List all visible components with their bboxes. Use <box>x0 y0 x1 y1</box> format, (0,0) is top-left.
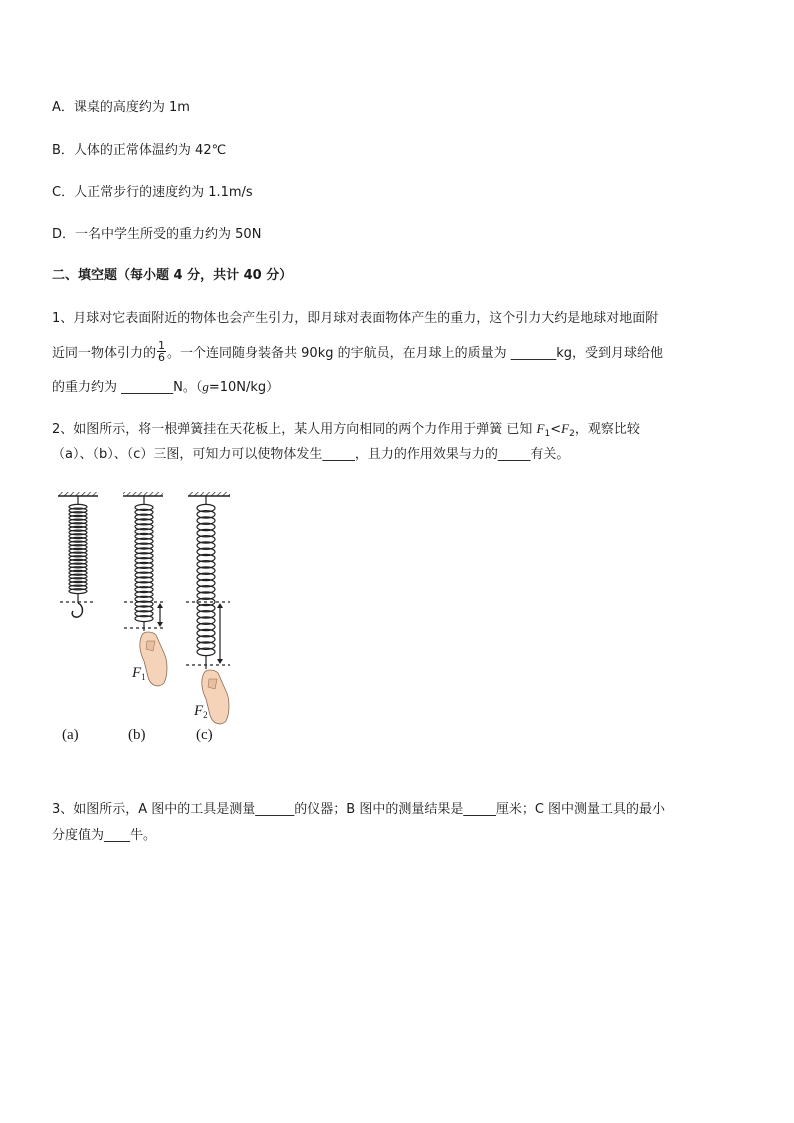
fraction-denominator: 6 <box>158 351 166 364</box>
option-b-text: 人体的正常体温约为 42℃ <box>73 143 227 158</box>
q1-line2-post: 。一个连同随身装备共 90kg 的宇航员，在月球上的质量为 _______kg，受到月球给他 <box>167 346 664 361</box>
option-a-text: 课桌的高度约为 1m <box>73 100 190 115</box>
fraction-numerator: 1 <box>158 339 166 352</box>
spring-c <box>186 492 230 724</box>
option-b <box>52 141 226 161</box>
force1-label <box>132 665 146 682</box>
spring-b <box>123 492 167 686</box>
q3-line1: 3、如图所示，A 图中的工具是测量______的仪器；B 图中的测量结果是_____厘米；C 图中测量工具的最小 <box>52 802 666 817</box>
option-d <box>52 225 261 245</box>
force2-symbol: F <box>194 703 204 719</box>
force-f1: F <box>536 421 545 436</box>
force2-sub: 2 <box>203 710 208 720</box>
q2-line1 <box>52 419 640 444</box>
option-c-text: 人正常步行的速度约为 1.1m/s <box>74 185 253 200</box>
spring-diagram <box>52 485 242 755</box>
q1-line2-pre: 近同一物体引力的 <box>52 346 157 361</box>
force2-label <box>194 703 208 720</box>
option-d-text: 一名中学生所受的重力约为 50N <box>75 227 262 242</box>
force-f1-sub: 1 <box>544 429 551 439</box>
force1-sub: 1 <box>141 672 146 682</box>
label-c: (c) <box>196 727 213 743</box>
gravity-symbol: g <box>202 379 209 394</box>
q1-line3 <box>52 377 279 398</box>
spring-figure <box>52 485 242 755</box>
force1-symbol: F <box>132 665 142 681</box>
q1-line3-post: =10N/kg） <box>208 380 280 395</box>
less-than: < <box>550 422 562 437</box>
section-title: 二、填空题（每小题 4 分，共计 40 分） <box>52 268 293 283</box>
one-sixth-fraction <box>157 340 166 363</box>
option-c <box>52 183 253 203</box>
label-a: (a) <box>62 727 79 743</box>
option-d-letter: D． <box>52 227 76 242</box>
q2-line2: （a）、（b）、（c）三图，可知力可以使物体发生_____，且力的作用效果与力的_____有关。 <box>52 447 570 462</box>
q3-line2: 分度值为____牛。 <box>52 828 157 843</box>
q1-line3-pre: 的重力约为 ________N。（ <box>52 380 203 395</box>
force-f2: F <box>561 421 570 436</box>
option-b-letter: B． <box>52 143 74 158</box>
option-a-letter: A． <box>52 100 74 115</box>
label-b: (b) <box>128 727 146 743</box>
q2-line1-post: ，观察比较 <box>574 422 640 437</box>
spring-a <box>58 492 98 617</box>
q1-line1: 1、月球对它表面附近的物体也会产生引力，即月球对表面物体产生的重力，这个引力大约是地球对地面附 <box>52 311 659 326</box>
option-a <box>52 98 190 118</box>
force-f2-sub: 2 <box>569 429 575 439</box>
q1-line2 <box>52 339 664 365</box>
q2-line1-pre: 2、如图所示，将一根弹簧挂在天花板上，某人用方向相同的两个力作用于弹簧 已知 <box>52 422 537 437</box>
option-c-letter: C． <box>52 185 75 200</box>
